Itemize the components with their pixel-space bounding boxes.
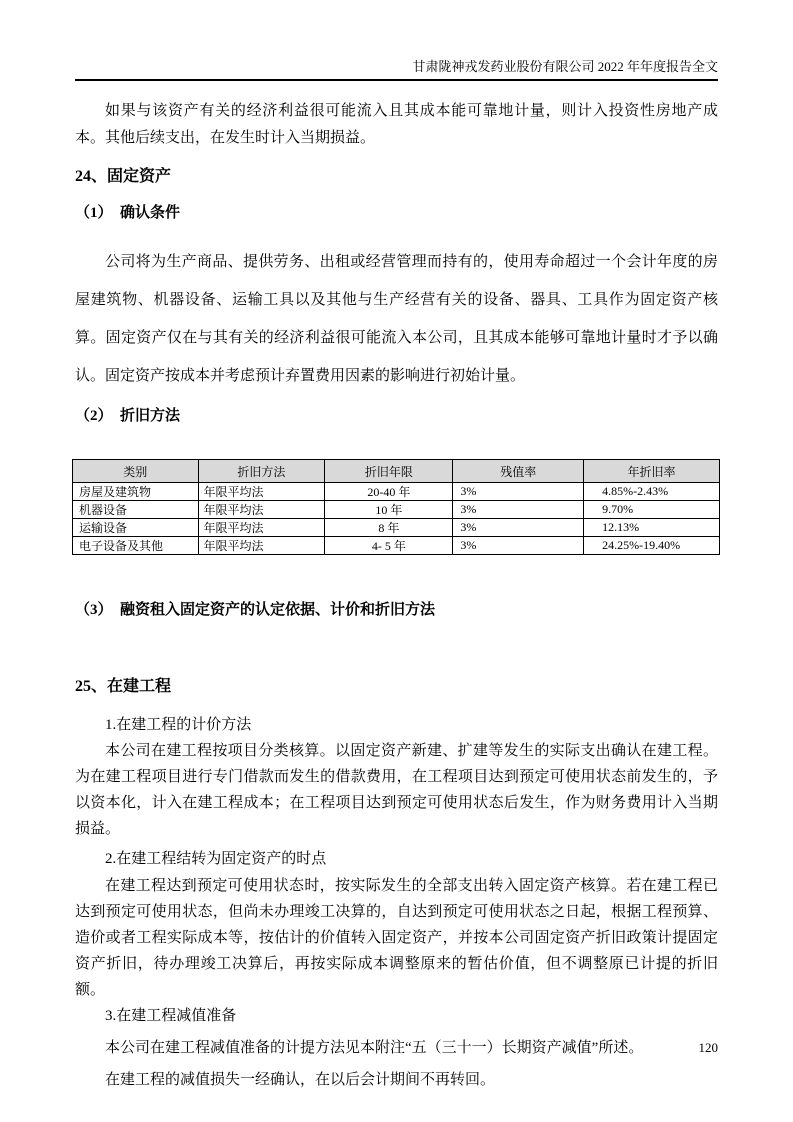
page-header bbox=[75, 0, 718, 81]
column-header-residual-rate: 残值率 bbox=[453, 460, 584, 483]
paragraph-cip-transfer: 在建工程达到预定可使用状态时，按实际发生的全部支出转入固定资产核算。若在建工程已达到预定可使用状态，但尚未办理竣工决算的，自达到预定可使用状态之日起，根据工程预算、造价或者工程实际成本等，按估计的价值转入固定资产，并按本公司固定资产折旧政策计提固定资产折旧，待办理竣工决算后，再按实际成本调整原来的暂估价值，但不调整原已计提的折旧额。 bbox=[75, 878, 718, 998]
column-header-method: 折旧方法 bbox=[198, 460, 325, 483]
cell-annual-rate: 24.25%-19.40% bbox=[584, 537, 720, 555]
report-title: 甘肃陇神戎发药业股份有限公司 2022 年年度报告全文 bbox=[412, 59, 718, 74]
cell-annual-rate: 4.85%-2.43% bbox=[584, 483, 720, 501]
cell-method: 年限平均法 bbox=[198, 483, 325, 501]
cell-category: 电子设备及其他 bbox=[73, 537, 199, 555]
heading-25-2-transfer-timing: 2.在建工程结转为固定资产的时点 bbox=[105, 851, 327, 867]
table-row-transport bbox=[73, 519, 720, 537]
paragraph-fixed-asset-recognition: 公司将为生产商品、提供劳务、出租或经营管理而持有的，使用寿命超过一个会计年度的房屋建筑物、机器设备、运输工具以及其他与生产经营有关的设备、器具、工具作为固定资产核算。固定资产仅在与其有关的经济利益很可能流入本公司，且其成本能够可靠地计量时才予以确认。固定资产按成本并考虑预计弃置费用因素的影响进行初始计量。 bbox=[75, 254, 718, 384]
table-row-machinery bbox=[73, 501, 720, 519]
cell-category: 机器设备 bbox=[73, 501, 199, 519]
cell-category: 运输设备 bbox=[73, 519, 199, 537]
page-content bbox=[75, 98, 718, 1093]
cell-years: 20-40 年 bbox=[325, 483, 453, 501]
heading-24-1-recognition: （1） 确认条件 bbox=[75, 205, 181, 221]
paragraph-cip-impairment-method: 本公司在建工程减值准备的计提方法见本附注“五（三十一）长期资产减值”所述。 bbox=[105, 1040, 644, 1056]
cell-method: 年限平均法 bbox=[198, 519, 325, 537]
paragraph-investment-property-cost: 如果与该资产有关的经济利益很可能流入且其成本能可靠地计量，则计入投资性房地产成本。其他后续支出，在发生时计入当期损益。 bbox=[75, 103, 718, 146]
heading-section-25-construction-in-progress: 25、在建工程 bbox=[75, 678, 172, 695]
page-number: 120 bbox=[698, 1040, 718, 1055]
cell-residual-rate: 3% bbox=[453, 519, 584, 537]
cell-method: 年限平均法 bbox=[198, 537, 325, 555]
heading-24-3-finance-lease: （3） 融资租入固定资产的认定依据、计价和折旧方法 bbox=[75, 602, 436, 618]
paragraph-cip-valuation: 本公司在建工程按项目分类核算。以固定资产新建、扩建等发生的实际支出确认在建工程。为在建工程项目进行专门借款而发生的借款费用，在工程项目达到预定可使用状态前发生的，予以资本化，计入在建工程成本；在工程项目达到预定可使用状态后发生，作为财务费用计入当期损益。 bbox=[75, 743, 718, 837]
cell-residual-rate: 3% bbox=[453, 537, 584, 555]
heading-25-1-valuation-method: 1.在建工程的计价方法 bbox=[105, 717, 252, 733]
cell-annual-rate: 12.13% bbox=[584, 519, 720, 537]
heading-section-24-fixed-assets: 24、固定资产 bbox=[75, 168, 172, 185]
cell-years: 4- 5 年 bbox=[325, 537, 453, 555]
table-row-electronics bbox=[73, 537, 720, 555]
cell-annual-rate: 9.70% bbox=[584, 501, 720, 519]
cell-residual-rate: 3% bbox=[453, 501, 584, 519]
cell-years: 8 年 bbox=[325, 519, 453, 537]
cell-method: 年限平均法 bbox=[198, 501, 325, 519]
column-header-category: 类别 bbox=[73, 460, 199, 483]
cell-residual-rate: 3% bbox=[453, 483, 584, 501]
heading-24-2-depreciation-method: （2） 折旧方法 bbox=[75, 408, 181, 424]
table-row-buildings bbox=[73, 483, 720, 501]
depreciation-table-header-row bbox=[73, 460, 720, 483]
cell-years: 10 年 bbox=[325, 501, 453, 519]
heading-25-3-impairment: 3.在建工程减值准备 bbox=[105, 1008, 237, 1024]
depreciation-table bbox=[72, 459, 720, 555]
paragraph-cip-impairment-no-reversal: 在建工程的减值损失一经确认，在以后会计期间不再转回。 bbox=[105, 1072, 496, 1088]
column-header-years: 折旧年限 bbox=[325, 460, 453, 483]
cell-category: 房屋及建筑物 bbox=[73, 483, 199, 501]
column-header-annual-rate: 年折旧率 bbox=[584, 460, 720, 483]
